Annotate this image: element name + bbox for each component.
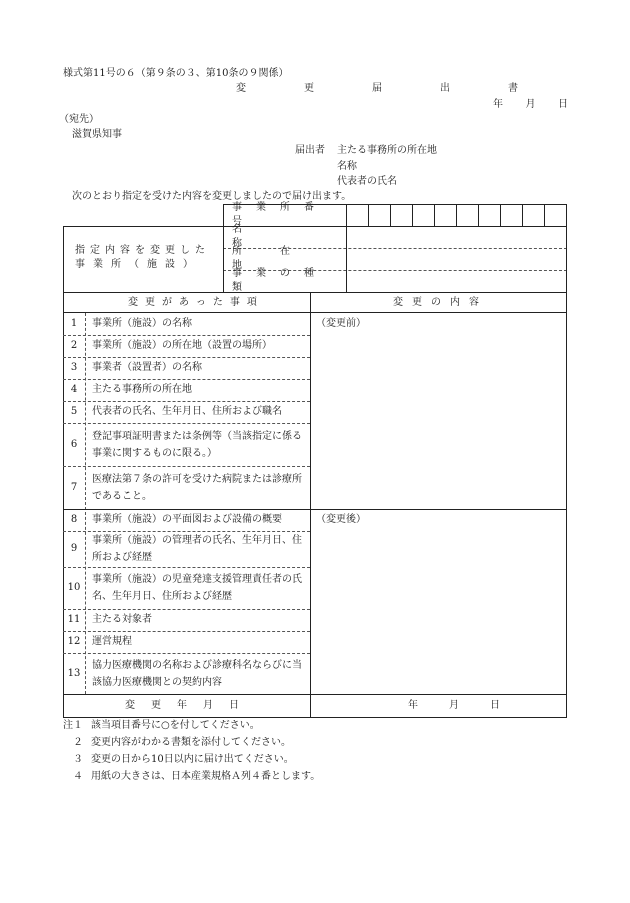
item-number: 12	[67, 636, 81, 647]
notifier-name-label: 名称	[337, 161, 357, 172]
item-number: 3	[70, 362, 78, 373]
item-number: 2	[70, 340, 78, 351]
note-text: 該当項目番号に○を付してください。	[91, 720, 260, 731]
item-text: 事業所（施設）の管理者の氏名、生年月日、住所および経歴	[92, 535, 302, 563]
facility-location-label	[224, 246, 346, 271]
document-title: 変 更 届 出 書	[236, 83, 542, 94]
note-label: ４	[73, 771, 83, 782]
notifier-address-label: 主たる事務所の所在地	[337, 145, 437, 156]
form-number: 様式第11号の６（第９条の３、第10条の９関係）	[63, 68, 289, 79]
item-number: 11	[67, 614, 81, 625]
change-form-table	[63, 204, 567, 718]
facility-name-label	[224, 224, 346, 249]
note-item	[63, 751, 583, 768]
business-type-label	[224, 268, 346, 293]
note-text: 変更の日から10日以内に届け出てください。	[91, 754, 294, 765]
changed-items-header: 変更があった事項	[128, 297, 264, 308]
facility-location-text: 所在地	[232, 246, 328, 271]
note-label: ３	[73, 754, 83, 765]
office-number-text: 事業所番号	[232, 202, 328, 227]
change-date-day: 日	[490, 700, 500, 711]
note-text: 変更内容がわかる書類を添付してください。	[91, 737, 291, 748]
item-number: 5	[70, 406, 78, 417]
item-text: 事業所（施設）の所在地（設置の場所）	[92, 340, 272, 351]
item-text: 運営規程	[92, 636, 132, 647]
change-date-month: 月	[449, 700, 459, 711]
item-number: 6	[70, 439, 78, 450]
office-number-label	[224, 202, 346, 227]
notes	[63, 717, 583, 785]
item-text: 代表者の氏名、生年月日、住所および職名	[92, 406, 282, 417]
after-change-field[interactable]	[311, 528, 566, 693]
item-text: 協力医療機関の名称および診療科名ならびに当該協力医療機関との契約内容	[92, 660, 302, 688]
item-text: 主たる対象者	[92, 614, 152, 625]
notifier-rep-label: 代表者の氏名	[337, 176, 397, 187]
date-day-label: 日	[558, 99, 568, 110]
item-number: 10	[67, 582, 81, 593]
item-number: 4	[70, 384, 78, 395]
note-label: 注１	[63, 720, 83, 731]
item-text: 登記事項証明書または条例等（当該指定に係る事業に関するものに限る。）	[92, 431, 302, 459]
date-year-label: 年	[493, 99, 503, 110]
item-text: 医療法第７条の許可を受けた病院または診療所であること。	[92, 474, 302, 502]
intro-text: 次のとおり指定を受けた内容を変更しましたので届け出ます。	[72, 191, 352, 202]
change-content-header: 変更の内容	[393, 297, 488, 308]
note-text: 用紙の大きさは、日本産業規格Ａ列４番とします。	[91, 771, 321, 782]
date-line	[493, 98, 568, 112]
group-label-line2: 事業所（施設）	[75, 259, 201, 270]
item-text: 事業所（施設）の平面図および設備の概要	[92, 514, 282, 525]
before-change-field[interactable]	[311, 332, 566, 508]
addressee-prefix: （宛先）	[59, 114, 99, 125]
note-item	[63, 734, 583, 751]
item-number: 7	[70, 482, 78, 493]
item-number: 9	[70, 543, 78, 554]
changed-facility-group-label	[75, 244, 215, 272]
item-text: 主たる事務所の所在地	[92, 384, 192, 395]
notifier-label: 届出者	[295, 145, 325, 156]
item-number: 1	[70, 318, 78, 329]
item-text: 事業所（施設）の児童発達支援管理責任者の氏名、生年月日、住所および経歴	[92, 574, 302, 602]
change-date-value[interactable]	[408, 699, 500, 713]
item-number: 8	[70, 514, 78, 525]
business-type-text: 事業の種類	[232, 268, 328, 293]
addressee: 滋賀県知事	[72, 129, 122, 140]
date-month-label: 月	[525, 99, 536, 110]
note-label: ２	[73, 737, 83, 748]
item-number: 13	[67, 668, 81, 679]
after-change-label: （変更後）	[316, 514, 366, 525]
before-change-label: （変更前）	[316, 318, 366, 329]
change-date-year: 年	[408, 700, 418, 711]
change-date-label: 変更年月日	[125, 700, 255, 711]
facility-name-text: 名称	[232, 224, 322, 249]
item-text: 事業所（施設）の名称	[92, 318, 192, 329]
item-text: 事業者（設置者）の名称	[92, 362, 202, 373]
note-item	[63, 717, 583, 734]
note-item	[63, 768, 583, 785]
group-label-line1: 指定内容を変更した	[75, 245, 210, 256]
